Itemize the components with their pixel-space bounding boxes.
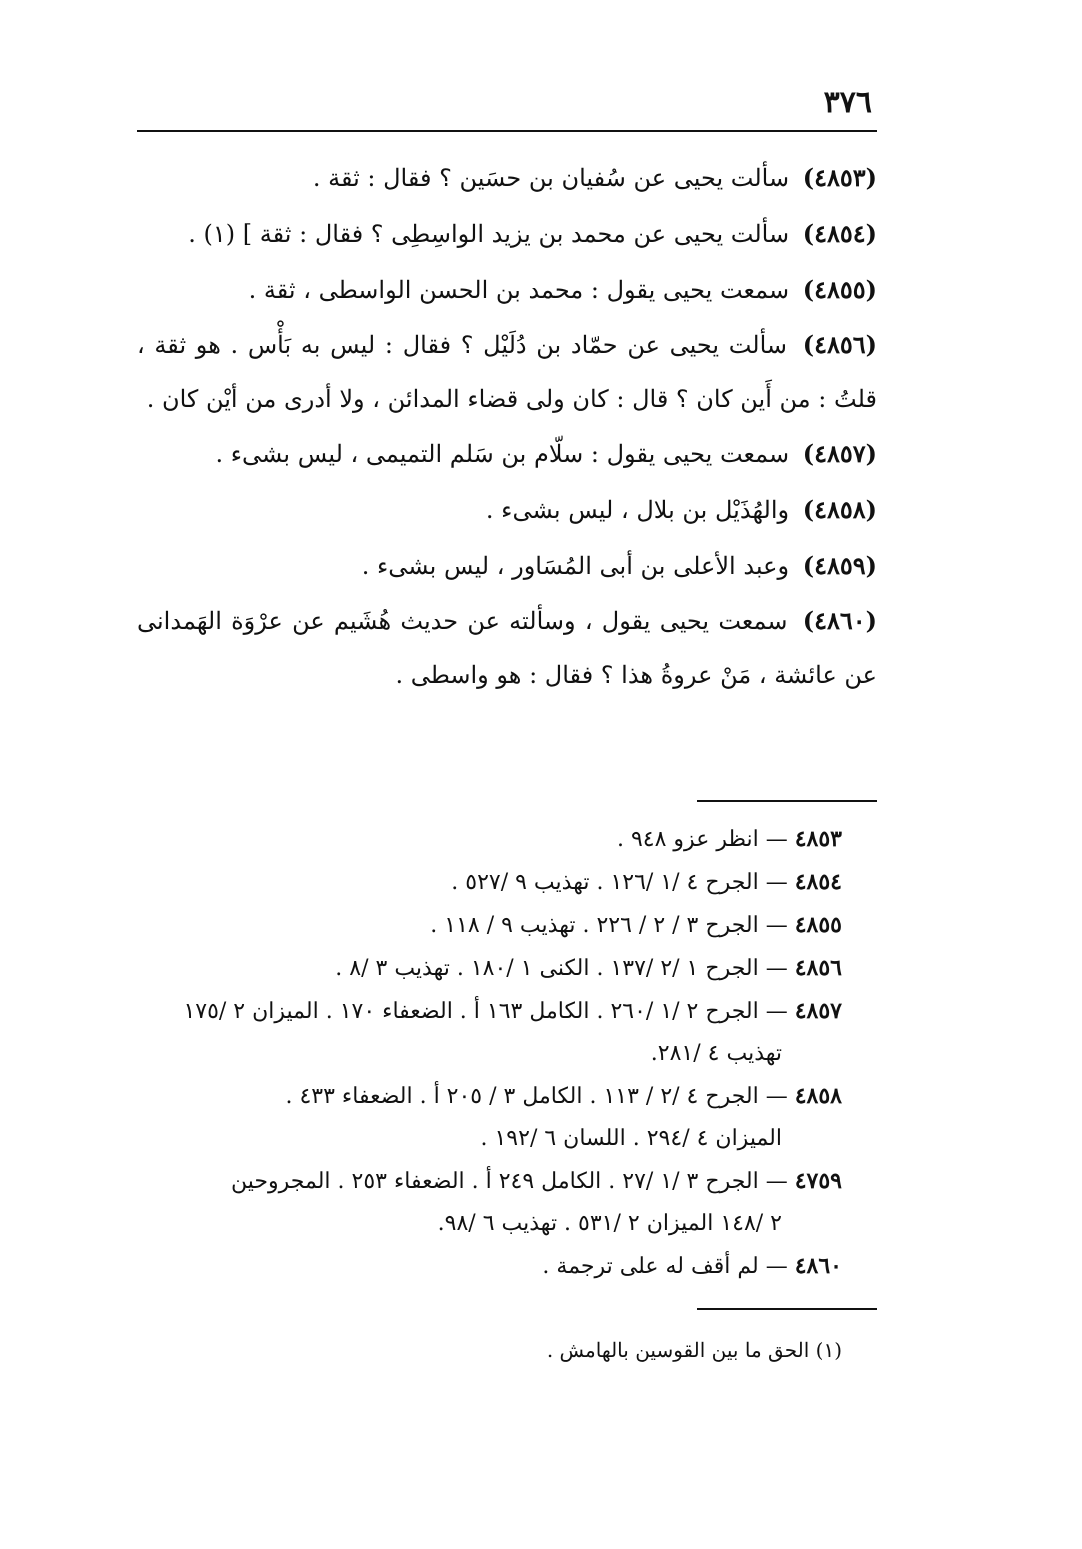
- entry-text: سألت يحيى عن محمد بن يزيد الواسِطِى ؟ فقال : ثقة ] (١) .: [188, 220, 790, 248]
- note-number: ٤٨٥٧: [794, 998, 842, 1024]
- note-text: الجرح ٢ /١ /٢٦٠ . الكامل ١٦٣ أ . الضعفاء ١٧٠ . الميزان ٢ /١٧٥: [183, 999, 759, 1024]
- note-number: ٤٨٥٣: [794, 826, 842, 852]
- notes-rule: [697, 800, 877, 802]
- note-text: الجرح ٣ /١ /٢٧ . الكامل ٢٤٩ أ . الضعفاء ٢٥٣ . المجروحين: [231, 1169, 759, 1194]
- entry-number: (٤٨٥٦): [802, 330, 877, 359]
- note-dash: —: [765, 1084, 788, 1109]
- entry-text: سألت يحيى عن حمّاد بن دُلَيْل ؟ فقال : ليس به بَأْس . هو ثقة ، قلتُ : من أَين كان ؟ قال : كان ولى قضاء المدائن ، ولا أدرى من أيْن كان .: [137, 331, 877, 413]
- entry-text: سألت يحيى عن سُفيان بن حسَين ؟ فقال : ثقة .: [312, 164, 790, 192]
- note-4860: [157, 1245, 842, 1288]
- header-rule: [137, 130, 877, 132]
- note-number: ٤٨٥٤: [794, 869, 842, 895]
- entry-number: (٤٨٥٨): [802, 495, 877, 524]
- note-text: انظر عزو ٩٤٨ .: [616, 827, 759, 852]
- entry-number: (٤٨٥٩): [802, 551, 877, 580]
- entry-text: سمعت يحيى يقول : محمد بن الحسن الواسطى ، ثقة .: [248, 276, 790, 304]
- entry-4855: [137, 262, 877, 318]
- note-text: الجرح ١ /٢ /١٣٧ . الكنى ١ /١٨٠ . تهذيب ٣ /٨ .: [335, 956, 759, 981]
- note-text: لم أقف له على ترجمة .: [542, 1254, 759, 1279]
- note-continuation: تهذيب ٤ /٢٨١.: [650, 1041, 782, 1066]
- note-dash: —: [765, 870, 788, 895]
- page-number: ٣٧٦: [823, 85, 872, 120]
- entry-4857: [137, 426, 877, 482]
- note-dash: —: [765, 827, 788, 852]
- note-4858: [157, 1075, 842, 1160]
- note-number: ٤٨٥٦: [794, 955, 842, 981]
- entry-4859: [137, 538, 877, 594]
- entry-text: سمعت يحيى يقول ، وسألته عن حديث هُشَيم عن عرْوَة الهَمدانى عن عائشة ، مَنْ عروةُ هذا ؟ فقال : هو واسطى .: [137, 607, 877, 689]
- note-4853: [157, 818, 842, 861]
- footnote-rule: [697, 1308, 877, 1310]
- entry-number: (٤٨٥٥): [802, 275, 877, 304]
- entry-4856: [137, 318, 877, 426]
- note-text: الجرح ٤ /٢ / ١١٣ . الكامل ٣ / ٢٠٥ أ . الضعفاء ٤٣٣ .: [285, 1084, 759, 1109]
- entry-number: (٤٨٥٧): [802, 439, 877, 468]
- note-4855: [157, 904, 842, 947]
- footnote-number: (١): [815, 1338, 842, 1362]
- note-continuation: الميزان ٤ /٢٩٤ . اللسان ٦ /١٩٢ .: [480, 1126, 782, 1151]
- note-dash: —: [765, 913, 788, 938]
- entry-text: والهُذَيْل بن بلال ، ليس بشىء .: [485, 496, 790, 524]
- note-4854: [157, 861, 842, 904]
- entry-4860: [137, 594, 877, 702]
- entry-text: سمعت يحيى يقول : سلّام بن سَلم التميمى ، ليس بشىء .: [215, 440, 790, 468]
- note-text: الجرح ٤ /١ /١٢٦ . تهذيب ٩ /٥٢٧ .: [451, 870, 759, 895]
- footnote: [547, 1330, 842, 1370]
- entry-4854: [137, 206, 877, 262]
- entries-section: [137, 150, 877, 702]
- entry-number: (٤٨٥٤): [802, 219, 877, 248]
- note-continuation: ٢ /١٤٨ الميزان ٢ /٥٣١ . تهذيب ٦ /٩٨.: [437, 1211, 782, 1236]
- note-4857: [157, 990, 842, 1075]
- note-4856: [157, 947, 842, 990]
- note-number: ٤٨٦٠: [794, 1253, 842, 1279]
- entry-text: وعبد الأعلى بن أبى المُسَاور ، ليس بشىء .: [361, 552, 790, 580]
- note-dash: —: [765, 1169, 788, 1194]
- notes-section: [157, 818, 842, 1288]
- note-number: ٤٨٥٥: [794, 912, 842, 938]
- entry-number: (٤٨٥٣): [802, 163, 877, 192]
- note-dash: —: [765, 999, 788, 1024]
- entry-4853: [137, 150, 877, 206]
- note-text: الجرح ٣ / ٢ / ٢٢٦ . تهذيب ٩ / ١١٨ .: [430, 913, 759, 938]
- footnote-text: الحق ما بين القوسين بالهامش .: [546, 1338, 810, 1362]
- entry-4858: [137, 482, 877, 538]
- note-number: ٤٧٥٩: [794, 1168, 842, 1194]
- entry-number: (٤٨٦٠): [802, 606, 878, 635]
- note-4759: [157, 1160, 842, 1245]
- note-dash: —: [765, 956, 788, 981]
- note-number: ٤٨٥٨: [794, 1083, 842, 1109]
- note-dash: —: [765, 1254, 788, 1279]
